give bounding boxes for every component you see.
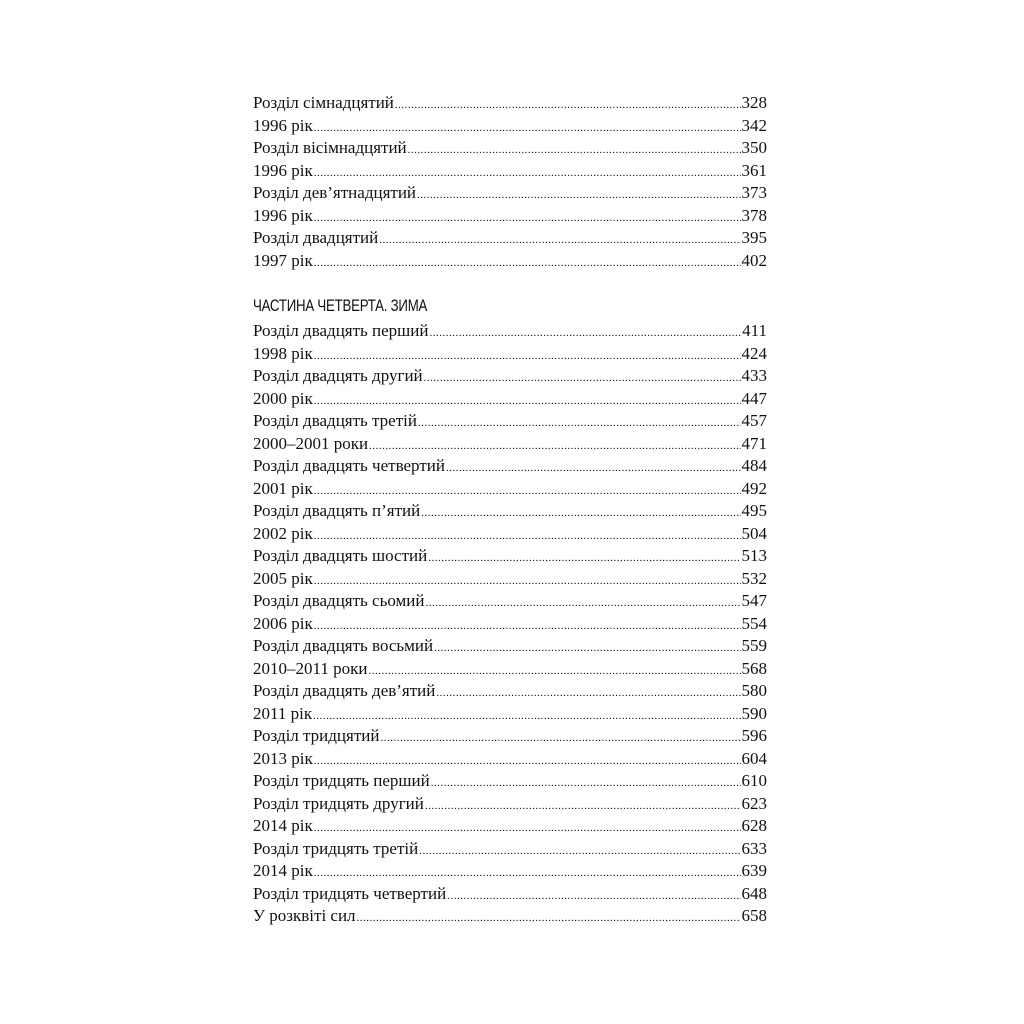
toc-entry-page-number: 492 (741, 478, 767, 498)
toc-entry-title: Розділ тридцять другий (253, 793, 424, 813)
dot-leader (425, 801, 741, 812)
toc-entry-title: 2002 рік (253, 523, 313, 543)
dot-leader (395, 100, 741, 111)
toc-entry (253, 725, 767, 748)
toc-entry (253, 793, 767, 816)
toc-entry-page-number: 411 (742, 321, 767, 340)
toc-entry (253, 523, 767, 546)
dot-leader (314, 576, 741, 587)
dot-leader (408, 145, 741, 156)
toc-entry-page-number: 447 (741, 388, 767, 408)
toc-entry-page-number: 471 (741, 433, 767, 453)
toc-entry-title: 2014 рік (253, 861, 313, 880)
toc-entry-page-number: 457 (741, 411, 767, 430)
toc-entry-title: Розділ тридцять перший (253, 771, 430, 790)
toc-entry (253, 860, 767, 883)
dot-leader (417, 190, 740, 201)
toc-entry-page-number: 484 (741, 456, 767, 475)
toc-entry-page-number: 373 (741, 183, 767, 202)
dot-leader (419, 846, 740, 857)
dot-leader (368, 666, 740, 677)
toc-entry-page-number: 648 (741, 883, 767, 903)
toc-entry (253, 115, 767, 138)
toc-entry-title: Розділ дев’ятнадцятий (253, 183, 417, 202)
dot-leader (434, 643, 740, 654)
toc-entry-title: Розділ двадцять третій (253, 411, 417, 430)
dot-leader (314, 396, 741, 407)
toc-entry (253, 410, 767, 433)
toc-entry-page-number: 568 (741, 658, 767, 678)
toc-entry-page-number: 628 (741, 816, 767, 835)
dot-leader (421, 508, 740, 519)
dot-leader (425, 598, 740, 609)
dot-leader (313, 711, 740, 722)
dot-leader (446, 463, 741, 474)
toc-entry-title: Розділ тридцятий (253, 726, 380, 745)
toc-entry-page-number: 424 (741, 343, 767, 363)
dot-leader (369, 441, 740, 452)
toc-entry-page-number: 633 (741, 838, 767, 858)
dot-leader (314, 756, 741, 767)
dot-leader (418, 418, 741, 429)
toc-entry-page-number: 504 (741, 523, 767, 543)
dot-leader (314, 123, 741, 134)
toc-entry (253, 635, 767, 658)
toc-entry (253, 748, 767, 771)
toc-entry-page-number: 547 (741, 591, 767, 610)
toc-entry-title: Розділ вісімнадцятий (253, 138, 407, 157)
dot-leader (380, 733, 740, 744)
toc-entry-title: 1998 рік (253, 343, 313, 363)
toc-entry-title: Розділ двадцятий (253, 228, 379, 247)
toc-entry-page-number: 658 (741, 906, 767, 925)
toc-entry (253, 500, 767, 523)
toc-entry-title: 2014 рік (253, 816, 313, 835)
toc-entry-page-number: 580 (741, 681, 767, 700)
toc-entry (253, 160, 767, 183)
toc-entry (253, 568, 767, 591)
toc-entry (253, 182, 767, 205)
toc-entry-title: Розділ двадцять шостий (253, 546, 428, 565)
dot-leader (314, 621, 741, 632)
toc-entry (253, 478, 767, 501)
toc-entry-title: 1997 рік (253, 250, 313, 270)
toc-entry-title: 2000–2001 роки (253, 433, 369, 453)
toc-entry-title: 2000 рік (253, 388, 313, 408)
dot-leader (436, 688, 740, 699)
toc-entry-page-number: 378 (741, 205, 767, 225)
table-of-contents (253, 92, 767, 928)
toc-entry (253, 92, 767, 115)
toc-entry (253, 205, 767, 228)
dot-leader (314, 486, 741, 497)
dot-leader (314, 823, 741, 834)
toc-entry (253, 815, 767, 838)
toc-entry-title: Розділ тридцять четвертий (253, 883, 447, 903)
toc-entry-page-number: 623 (741, 793, 767, 813)
toc-entry-page-number: 610 (741, 771, 767, 790)
toc-entry (253, 838, 767, 861)
toc-entry-title: 1996 рік (253, 115, 313, 135)
toc-entry (253, 137, 767, 160)
toc-entry-page-number: 596 (741, 726, 767, 745)
toc-entry-title: 2005 рік (253, 568, 313, 588)
toc-entry-title: Розділ тридцять третій (253, 838, 419, 858)
dot-leader (379, 235, 740, 246)
dot-leader (314, 868, 741, 879)
dot-leader (314, 258, 741, 269)
toc-entry-title: Розділ сімнадцятий (253, 93, 394, 112)
toc-entry-page-number: 532 (741, 568, 767, 588)
toc-entry-page-number: 361 (741, 160, 767, 180)
toc-entry-title: 2001 рік (253, 478, 313, 498)
dot-leader (424, 373, 741, 384)
toc-entry (253, 770, 767, 793)
toc-entry-title: Розділ двадцять другий (253, 366, 423, 385)
toc-entry-title: У розквіті сил (253, 906, 356, 925)
toc-entry (253, 590, 767, 613)
toc-entry (253, 883, 767, 906)
dot-leader (447, 891, 740, 902)
toc-entry (253, 613, 767, 636)
toc-entry-title: Розділ двадцять восьмий (253, 636, 434, 655)
toc-entry-page-number: 639 (741, 861, 767, 880)
dot-leader (314, 351, 741, 362)
toc-entry (253, 433, 767, 456)
dot-leader (314, 531, 741, 542)
toc-entry (253, 455, 767, 478)
toc-entry (253, 250, 767, 273)
toc-entry (253, 227, 767, 250)
toc-entry-title: 1996 рік (253, 160, 313, 180)
toc-entry (253, 365, 767, 388)
toc-entry (253, 658, 767, 681)
toc-entry (253, 703, 767, 726)
toc-entry-title: 2010–2011 роки (253, 658, 368, 678)
toc-list-part-four (253, 320, 767, 928)
toc-entry-title: Розділ двадцять п’ятий (253, 501, 421, 520)
toc-entry-page-number: 495 (741, 501, 767, 520)
toc-entry-title: 2006 рік (253, 613, 313, 633)
toc-entry-page-number: 590 (741, 703, 767, 723)
toc-entry-title: Розділ двадцять перший (253, 321, 429, 340)
toc-entry-title: 2013 рік (253, 748, 313, 768)
dot-leader (314, 168, 741, 179)
toc-entry (253, 343, 767, 366)
toc-entry-title: Розділ двадцять сьомий (253, 591, 425, 610)
toc-entry (253, 545, 767, 568)
toc-entry-page-number: 328 (741, 93, 767, 112)
toc-entry (253, 905, 767, 928)
toc-entry-title: Розділ двадцять четвертий (253, 456, 445, 475)
dot-leader (314, 213, 741, 224)
toc-entry-page-number: 395 (741, 228, 767, 247)
toc-entry-title: Розділ двадцять дев’ятий (253, 681, 436, 700)
toc-entry (253, 680, 767, 703)
dot-leader (428, 553, 740, 564)
dot-leader (429, 328, 741, 339)
toc-entry-page-number: 513 (741, 546, 767, 565)
dot-leader (357, 913, 741, 924)
toc-entry-page-number: 402 (741, 250, 767, 270)
toc-entry-page-number: 604 (741, 748, 767, 768)
toc-entry-title: 2011 рік (253, 703, 313, 723)
toc-entry-title: 1996 рік (253, 205, 313, 225)
toc-entry-page-number: 554 (741, 613, 767, 633)
toc-entry-page-number: 559 (741, 636, 767, 655)
part-four-heading: ЧАСТИНА ЧЕТВЕРТА. ЗИМА (253, 296, 428, 315)
dot-leader (431, 778, 741, 789)
toc-entry (253, 320, 767, 343)
toc-entry-page-number: 433 (741, 366, 767, 385)
toc-entry-page-number: 350 (741, 138, 767, 157)
toc-entry (253, 388, 767, 411)
toc-list-before-part-four (253, 92, 767, 272)
toc-entry-page-number: 342 (741, 115, 767, 135)
